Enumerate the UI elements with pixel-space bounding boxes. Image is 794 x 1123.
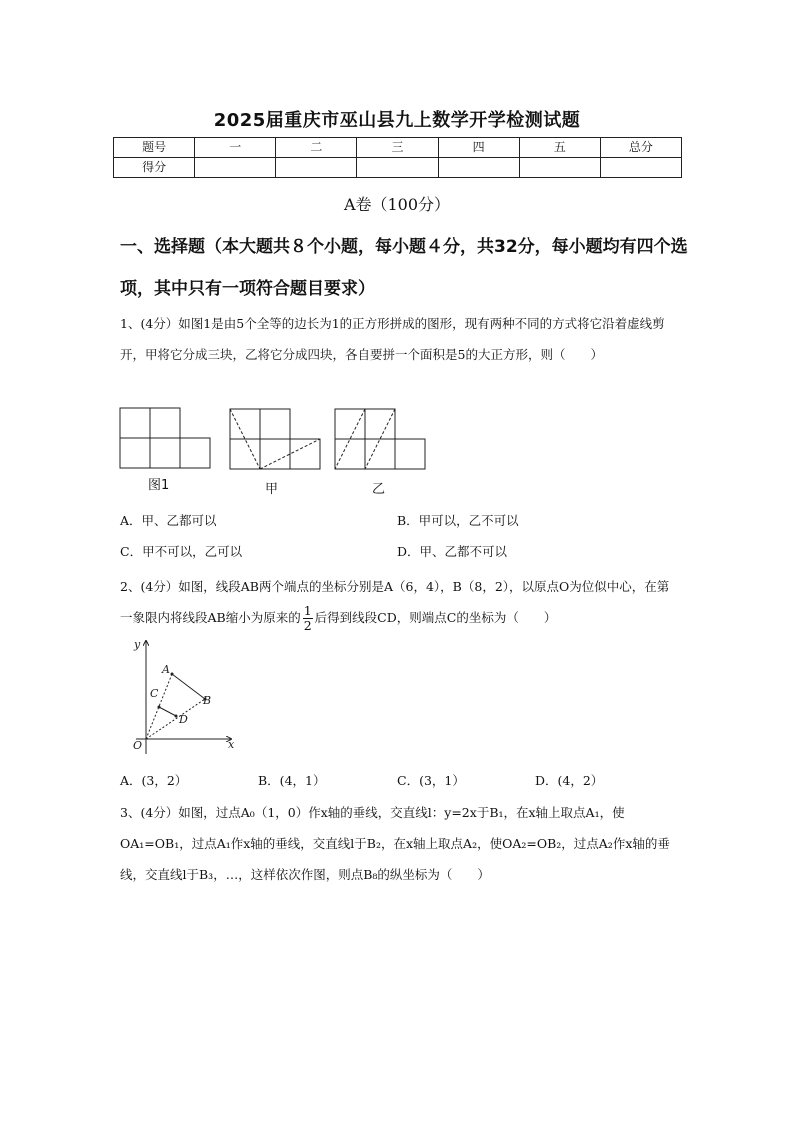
q2-option-a[interactable]: A．(3，2） <box>120 773 188 788</box>
score-header-cell: 题号 <box>114 138 195 158</box>
figure-yi-label: 乙 <box>372 482 386 497</box>
q1-option-c[interactable]: C．甲不可以，乙可以 <box>120 544 243 559</box>
point-b-label: B <box>203 694 212 707</box>
question-2-text <box>120 571 680 633</box>
fraction-denominator: 2 <box>303 618 312 633</box>
score-table-header-row <box>114 138 682 158</box>
q2-option-b[interactable]: B．(4，1） <box>258 773 326 788</box>
score-cell[interactable] <box>519 158 600 178</box>
question-3-text: 3、(4分）如图，过点A₀（1，0）作x轴的垂线，交直线l：y=2x于B₁，在x轴上取点A₁，使OA₁=OB₁，过点A₁作x轴的垂线，交直线l于B₂，在x轴上取点A₂，使OA₂=OB₂，过点A₂作x轴的垂线，交直线l于B₃，…，这样依次作图，则点B₈的纵坐标为（ ） <box>120 805 670 882</box>
point-a-label: A <box>162 663 170 676</box>
figure-yi-cut <box>334 408 426 470</box>
one-half-fraction <box>303 604 313 633</box>
q2-text-part2: 后得到线段CD，则端点C的坐标为（ ） <box>314 610 557 625</box>
y-axis-label: y <box>134 638 141 651</box>
score-table-score-row <box>114 158 682 178</box>
figure-jia-cut <box>229 408 321 470</box>
score-cell[interactable] <box>600 158 681 178</box>
q2-text-part1: 2、(4分）如图，线段AB两个端点的坐标分别是A（6，4），B（8，2），以原点O为位似中心，在第一象限内将线段AB缩小为原来的 <box>120 579 670 625</box>
point-c-label: C <box>150 687 159 700</box>
score-header-cell: 三 <box>357 138 438 158</box>
score-cell[interactable] <box>195 158 276 178</box>
q2-option-c[interactable]: C．(3，1） <box>397 773 465 788</box>
score-header-cell: 一 <box>195 138 276 158</box>
q1-option-d[interactable]: D．甲、乙都不可以 <box>397 544 508 559</box>
figure-1-squares <box>119 407 211 469</box>
score-table <box>113 137 682 178</box>
score-header-cell: 四 <box>438 138 519 158</box>
figure-coordinate-plane <box>128 636 240 756</box>
part1-heading: 一、选择题（本大题共８个小题，每小题４分，共32分，每小题均有四个选项，其中只有一项符合题目要求） <box>120 237 688 299</box>
score-cell[interactable] <box>357 158 438 178</box>
q1-option-a[interactable]: A．甲、乙都可以 <box>120 513 217 528</box>
figure-jia-label: 甲 <box>265 482 279 497</box>
score-cell[interactable] <box>276 158 357 178</box>
score-header-cell: 二 <box>276 138 357 158</box>
score-cell[interactable] <box>438 158 519 178</box>
point-d-label: D <box>179 713 188 726</box>
q2-option-d[interactable]: D．(4，2） <box>535 773 604 788</box>
figure-1-label: 图1 <box>148 478 170 493</box>
question-1-text: 1、(4分）如图1是由5个全等的边长为1的正方形拼成的图形，现有两种不同的方式将它沿着虚线剪开，甲将它分成三块，乙将它分成四块，各自要拼一个面积是5的大正方形，则（ ） <box>120 316 665 362</box>
score-header-cell: 五 <box>519 138 600 158</box>
score-header-cell: 总分 <box>600 138 681 158</box>
q1-option-b[interactable]: B．甲可以，乙不可以 <box>397 513 519 528</box>
fraction-numerator: 1 <box>303 603 312 618</box>
x-axis-label: x <box>228 738 235 751</box>
section-title: A卷（100分） <box>343 195 451 214</box>
exam-title: 2025届重庆市巫山县九上数学开学检测试题 <box>213 110 581 131</box>
score-row-label: 得分 <box>114 158 195 178</box>
origin-label: O <box>133 739 143 752</box>
